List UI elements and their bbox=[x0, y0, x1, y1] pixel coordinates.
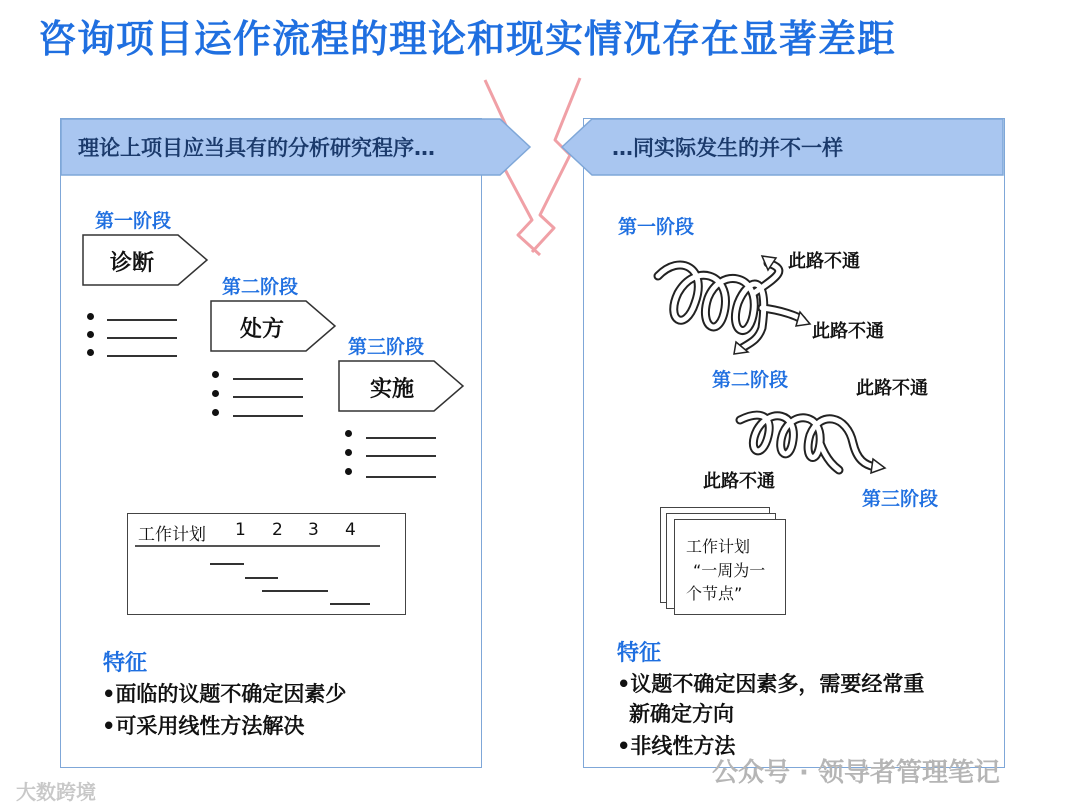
dead-end-label-1: 此路不通 bbox=[788, 251, 860, 272]
bullet-dot bbox=[87, 313, 94, 320]
bullet-line bbox=[107, 355, 177, 357]
plan-header-rule bbox=[135, 545, 380, 547]
reality-header bbox=[560, 118, 1005, 176]
bullet-dot bbox=[345, 449, 352, 456]
bullet-line bbox=[366, 476, 436, 478]
bullet-dot bbox=[212, 390, 219, 397]
weekly-plan-line-3: 个节点” bbox=[686, 584, 743, 603]
plan-col-2: 2 bbox=[272, 520, 283, 540]
step-prescribe-label: 处方 bbox=[240, 317, 285, 342]
reality-feature-1: •议题不确定因素多，需要经常重 bbox=[617, 672, 925, 696]
bullet-dot bbox=[87, 349, 94, 356]
step-diagnose-label: 诊断 bbox=[110, 251, 155, 276]
watermark-right: 公众号 · 领导者管理笔记 bbox=[712, 758, 1000, 788]
step-implement-label: 实施 bbox=[370, 377, 415, 402]
theory-header bbox=[60, 118, 532, 176]
plan-col-3: 3 bbox=[308, 520, 319, 540]
stage-3-label: 第三阶段 bbox=[348, 336, 425, 358]
bullet-line bbox=[366, 437, 436, 439]
weekly-plan-line-2: “一周为一 bbox=[693, 561, 766, 580]
stage-2-label: 第二阶段 bbox=[222, 276, 299, 298]
plan-task-bar bbox=[262, 590, 328, 592]
theory-header-text: 理论上项目应当具有的分析研究程序… bbox=[78, 136, 435, 160]
dead-end-label-4: 此路不通 bbox=[703, 471, 775, 492]
bullet-line bbox=[233, 396, 303, 398]
plan-task-bar bbox=[245, 577, 278, 579]
reality-feature-2: •非线性方法 bbox=[617, 734, 736, 758]
reality-stage-2-label: 第二阶段 bbox=[712, 369, 789, 391]
bullet-dot bbox=[87, 331, 94, 338]
weekly-plan-line-1: 工作计划 bbox=[686, 537, 751, 556]
plan-task-bar bbox=[210, 563, 244, 565]
theory-features-title: 特征 bbox=[103, 651, 148, 676]
plan-task-bar bbox=[330, 603, 370, 605]
bullet-line bbox=[233, 415, 303, 417]
theory-feature-1: •面临的议题不确定因素少 bbox=[102, 682, 347, 706]
reality-header-text: …同实际发生的并不一样 bbox=[612, 136, 843, 160]
watermark-left: 大数跨境 bbox=[16, 780, 96, 804]
reality-stage-3-label: 第三阶段 bbox=[862, 488, 939, 510]
bullet-dot bbox=[345, 430, 352, 437]
reality-features-title: 特征 bbox=[617, 641, 662, 666]
bullet-dot bbox=[345, 468, 352, 475]
reality-feature-1-cont: 新确定方向 bbox=[629, 702, 734, 726]
bullet-dot bbox=[212, 371, 219, 378]
theory-feature-2: •可采用线性方法解决 bbox=[102, 714, 305, 738]
bullet-line bbox=[366, 455, 436, 457]
plan-col-1: 1 bbox=[235, 520, 246, 540]
dead-end-label-2: 此路不通 bbox=[812, 321, 884, 342]
bullet-line bbox=[107, 319, 177, 321]
bullet-line bbox=[107, 337, 177, 339]
bullet-line bbox=[233, 378, 303, 380]
stage-1-label: 第一阶段 bbox=[95, 210, 172, 232]
plan-col-4: 4 bbox=[345, 520, 356, 540]
work-plan-label: 工作计划 bbox=[138, 525, 206, 545]
bullet-dot bbox=[212, 409, 219, 416]
tangled-path-icon bbox=[735, 395, 890, 475]
page-title: 咨询项目运作流程的理论和现实情况存在显著差距 bbox=[38, 17, 897, 61]
dead-end-label-3: 此路不通 bbox=[856, 378, 928, 399]
reality-stage-1-label: 第一阶段 bbox=[618, 216, 695, 238]
